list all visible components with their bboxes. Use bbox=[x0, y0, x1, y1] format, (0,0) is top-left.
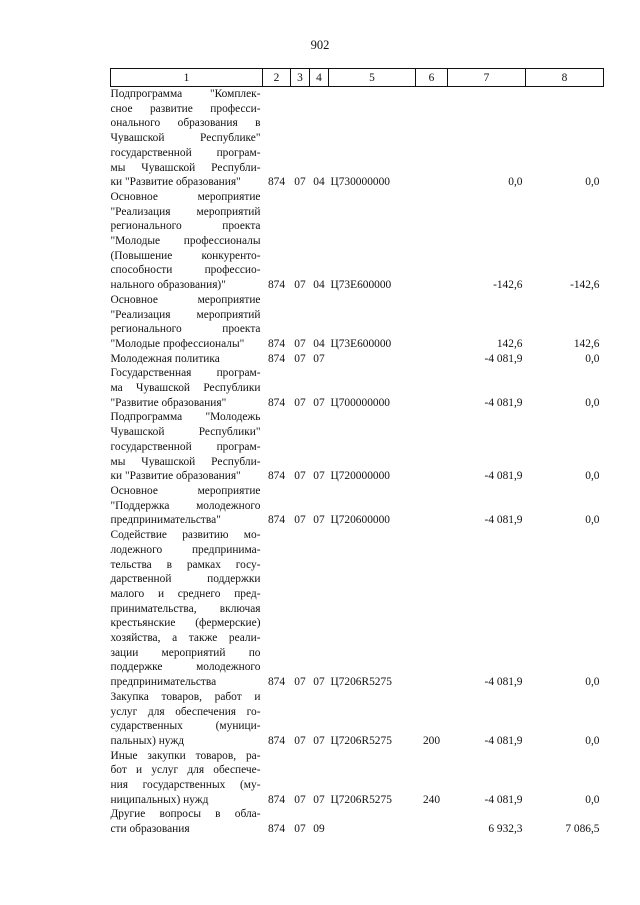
subsection-code: 07 bbox=[313, 470, 325, 483]
row-name bbox=[111, 293, 263, 352]
amount-year-1: -4 081,9 bbox=[484, 793, 523, 806]
table-row bbox=[111, 807, 604, 836]
amount-year-2: 0,0 bbox=[585, 396, 600, 409]
amount-year-1: -4 081,9 bbox=[484, 514, 523, 527]
section-code: 07 bbox=[294, 734, 306, 747]
amount-year-2: 0,0 bbox=[585, 793, 600, 806]
column-header-8: 8 bbox=[526, 69, 604, 87]
column-header-1: 1 bbox=[111, 69, 263, 87]
row-name bbox=[111, 528, 263, 690]
row-name-line: "Молодые профессионалы bbox=[110, 235, 261, 248]
section-code: 07 bbox=[294, 352, 306, 365]
column-header-4: 4 bbox=[310, 69, 329, 87]
row-name-line: "Реализация мероприятий bbox=[110, 308, 261, 321]
table-header bbox=[111, 69, 604, 87]
table-row bbox=[111, 749, 604, 808]
row-name-line: Закупка товаров, работ и bbox=[110, 690, 261, 703]
ministry-code: 874 bbox=[267, 734, 286, 747]
row-name-line: сное развитие професси- bbox=[110, 102, 261, 115]
column-header-6: 6 bbox=[416, 69, 448, 87]
row-name-line: Молодежная политика bbox=[110, 352, 220, 365]
column-header-2: 2 bbox=[263, 69, 291, 87]
page-number: 902 bbox=[310, 38, 330, 52]
table-row bbox=[111, 410, 604, 484]
column-header-3: 3 bbox=[291, 69, 310, 87]
expense-type-code bbox=[416, 190, 448, 293]
amount-year-1: -4 081,9 bbox=[484, 396, 523, 409]
target-article-code: Ц7206R5275 bbox=[330, 734, 392, 747]
row-name-line: сти образования bbox=[110, 823, 190, 836]
subsection-code: 04 bbox=[313, 279, 325, 292]
row-name-line: пальных) нужд bbox=[110, 734, 185, 747]
amount-year-1: -4 081,9 bbox=[484, 734, 523, 747]
row-name-line: способности профессио- bbox=[110, 264, 261, 277]
section-code: 07 bbox=[294, 514, 306, 527]
row-name-line: услуг для обеспечения го- bbox=[110, 705, 261, 718]
amount-year-2: 0,0 bbox=[585, 176, 600, 189]
row-name bbox=[111, 484, 263, 528]
row-name-line: предпринимательства bbox=[110, 676, 217, 689]
target-article-code: Ц730000000 bbox=[330, 176, 390, 189]
ministry-code: 874 bbox=[267, 676, 286, 689]
expense-type-code bbox=[416, 807, 448, 836]
amount-year-1: -4 081,9 bbox=[484, 352, 523, 365]
expense-type-code bbox=[416, 293, 448, 352]
row-name-line: крестьянские (фермерские) bbox=[110, 617, 261, 630]
target-article-code: Ц720600000 bbox=[330, 514, 390, 527]
expense-type-code bbox=[416, 366, 448, 410]
row-name-line: Подпрограмма "Комплек- bbox=[110, 88, 261, 100]
ministry-code: 874 bbox=[267, 279, 286, 292]
amount-year-2: 142,6 bbox=[573, 337, 600, 350]
section-code: 07 bbox=[294, 396, 306, 409]
target-article-code bbox=[329, 352, 416, 367]
row-name bbox=[111, 366, 263, 410]
ministry-code: 874 bbox=[267, 514, 286, 527]
row-name-line: Чувашской Республике" bbox=[110, 132, 261, 145]
subsection-code: 07 bbox=[313, 352, 325, 365]
section-code: 07 bbox=[294, 470, 306, 483]
row-name-line: Содействие развитию мо- bbox=[110, 529, 261, 542]
amount-year-2: 7 086,5 bbox=[565, 823, 600, 836]
row-name-line: Основное мероприятие bbox=[110, 190, 261, 203]
table-row bbox=[111, 690, 604, 749]
row-name bbox=[111, 352, 263, 367]
row-name-line: "Реализация мероприятий bbox=[110, 205, 261, 218]
target-article-code bbox=[329, 807, 416, 836]
row-name-line: сударственных (муници- bbox=[110, 720, 261, 733]
expense-type-code bbox=[416, 87, 448, 190]
row-name bbox=[111, 749, 263, 808]
section-code: 07 bbox=[294, 793, 306, 806]
amount-year-2: 0,0 bbox=[585, 352, 600, 365]
row-name-line: регионального проекта bbox=[110, 323, 261, 336]
amount-year-2: -142,6 bbox=[570, 279, 600, 292]
amount-year-1: -4 081,9 bbox=[484, 470, 523, 483]
expense-type-code bbox=[416, 352, 448, 367]
section-code: 07 bbox=[294, 823, 306, 836]
row-name-line: онального образования в bbox=[110, 117, 261, 130]
row-name-line: малого и среднего пред- bbox=[110, 587, 261, 600]
amount-year-1: -142,6 bbox=[493, 279, 523, 292]
amount-year-2: 0,0 bbox=[585, 676, 600, 689]
row-name-line: Основное мероприятие bbox=[110, 293, 261, 306]
ministry-code: 874 bbox=[267, 396, 286, 409]
row-name-line: Подпрограмма "Молодежь bbox=[110, 411, 261, 424]
budget-table bbox=[110, 68, 604, 837]
table-body bbox=[111, 87, 604, 837]
section-code: 07 bbox=[294, 676, 306, 689]
row-name-line: ма Чувашской Республики bbox=[110, 382, 261, 395]
row-name bbox=[111, 690, 263, 749]
row-name-line: государственной програм- bbox=[110, 146, 261, 159]
row-name-line: лодежного предпринима- bbox=[110, 543, 261, 556]
amount-year-1: 6 932,3 bbox=[488, 823, 523, 836]
row-name-line: ки "Развитие образования" bbox=[110, 176, 241, 189]
row-name-line: регионального проекта bbox=[110, 220, 261, 233]
expense-type-code bbox=[416, 528, 448, 690]
target-article-code: Ц7206R5275 bbox=[330, 676, 392, 689]
row-name bbox=[111, 807, 263, 836]
amount-year-1: 142,6 bbox=[496, 337, 523, 350]
subsection-code: 07 bbox=[313, 396, 325, 409]
expense-type-code bbox=[416, 484, 448, 528]
row-name-line: бот и услуг для обеспече- bbox=[110, 764, 261, 777]
subsection-code: 09 bbox=[313, 823, 325, 836]
row-name-line: нального образования)" bbox=[110, 279, 226, 292]
expense-type-code bbox=[416, 410, 448, 484]
row-name-line: государственной програм- bbox=[110, 440, 261, 453]
expense-type-code: 200 bbox=[422, 734, 441, 747]
row-name-line: тельства в рамках госу- bbox=[110, 558, 261, 571]
row-name-line: "Поддержка молодежного bbox=[110, 499, 261, 512]
row-name-line: Основное мероприятие bbox=[110, 484, 261, 497]
target-article-code: Ц73Е600000 bbox=[330, 279, 392, 292]
row-name-line: "Молодые профессионалы" bbox=[110, 337, 245, 350]
row-name-line: хозяйства, а также реали- bbox=[110, 632, 261, 645]
row-name bbox=[111, 87, 263, 190]
subsection-code: 07 bbox=[313, 793, 325, 806]
table-row bbox=[111, 528, 604, 690]
section-code: 07 bbox=[294, 176, 306, 189]
ministry-code: 874 bbox=[267, 823, 286, 836]
row-name-line: мы Чувашской Республи- bbox=[110, 161, 261, 174]
row-name-line: "Развитие образования" bbox=[110, 396, 227, 409]
row-name-line: (Повышение конкуренто- bbox=[110, 249, 261, 262]
column-header-7: 7 bbox=[448, 69, 526, 87]
row-name-line: Другие вопросы в обла- bbox=[110, 808, 261, 821]
ministry-code: 874 bbox=[267, 337, 286, 350]
column-header-5: 5 bbox=[329, 69, 416, 87]
ministry-code: 874 bbox=[267, 470, 286, 483]
target-article-code: Ц700000000 bbox=[330, 396, 390, 409]
row-name-line: зации мероприятий по bbox=[110, 646, 261, 659]
row-name-line: мы Чувашской Республи- bbox=[110, 455, 261, 468]
amount-year-2: 0,0 bbox=[585, 514, 600, 527]
table-row bbox=[111, 293, 604, 352]
row-name-line: Государственная програм- bbox=[110, 367, 261, 380]
table-row bbox=[111, 87, 604, 190]
row-name-line: поддержке молодежного bbox=[110, 661, 261, 674]
amount-year-2: 0,0 bbox=[585, 470, 600, 483]
table-row bbox=[111, 366, 604, 410]
subsection-code: 04 bbox=[313, 337, 325, 350]
row-name-line: ки "Развитие образования" bbox=[110, 470, 241, 483]
amount-year-1: 0,0 bbox=[508, 176, 523, 189]
subsection-code: 07 bbox=[313, 514, 325, 527]
row-name-line: Чувашской Республики" bbox=[110, 426, 261, 439]
row-name-line: ния государственных (му- bbox=[110, 779, 261, 792]
table-row bbox=[111, 190, 604, 293]
target-article-code: Ц7206R5275 bbox=[330, 793, 392, 806]
subsection-code: 04 bbox=[313, 176, 325, 189]
row-name-line: предпринимательства" bbox=[110, 514, 221, 527]
row-name bbox=[111, 190, 263, 293]
target-article-code: Ц720000000 bbox=[330, 470, 390, 483]
row-name-line: ниципальных) нужд bbox=[110, 793, 209, 806]
amount-year-2: 0,0 bbox=[585, 734, 600, 747]
row-name-line: Иные закупки товаров, ра- bbox=[110, 749, 261, 762]
ministry-code: 874 bbox=[267, 793, 286, 806]
target-article-code: Ц73Е600000 bbox=[330, 337, 392, 350]
table-row bbox=[111, 352, 604, 367]
section-code: 07 bbox=[294, 337, 306, 350]
ministry-code: 874 bbox=[267, 352, 286, 365]
section-code: 07 bbox=[294, 279, 306, 292]
table-row bbox=[111, 484, 604, 528]
row-name bbox=[111, 410, 263, 484]
subsection-code: 07 bbox=[313, 676, 325, 689]
ministry-code: 874 bbox=[267, 176, 286, 189]
subsection-code: 07 bbox=[313, 734, 325, 747]
row-name-line: принимательства, включая bbox=[110, 602, 261, 615]
expense-type-code: 240 bbox=[422, 793, 441, 806]
row-name-line: дарственной поддержки bbox=[110, 573, 261, 586]
amount-year-1: -4 081,9 bbox=[484, 676, 523, 689]
